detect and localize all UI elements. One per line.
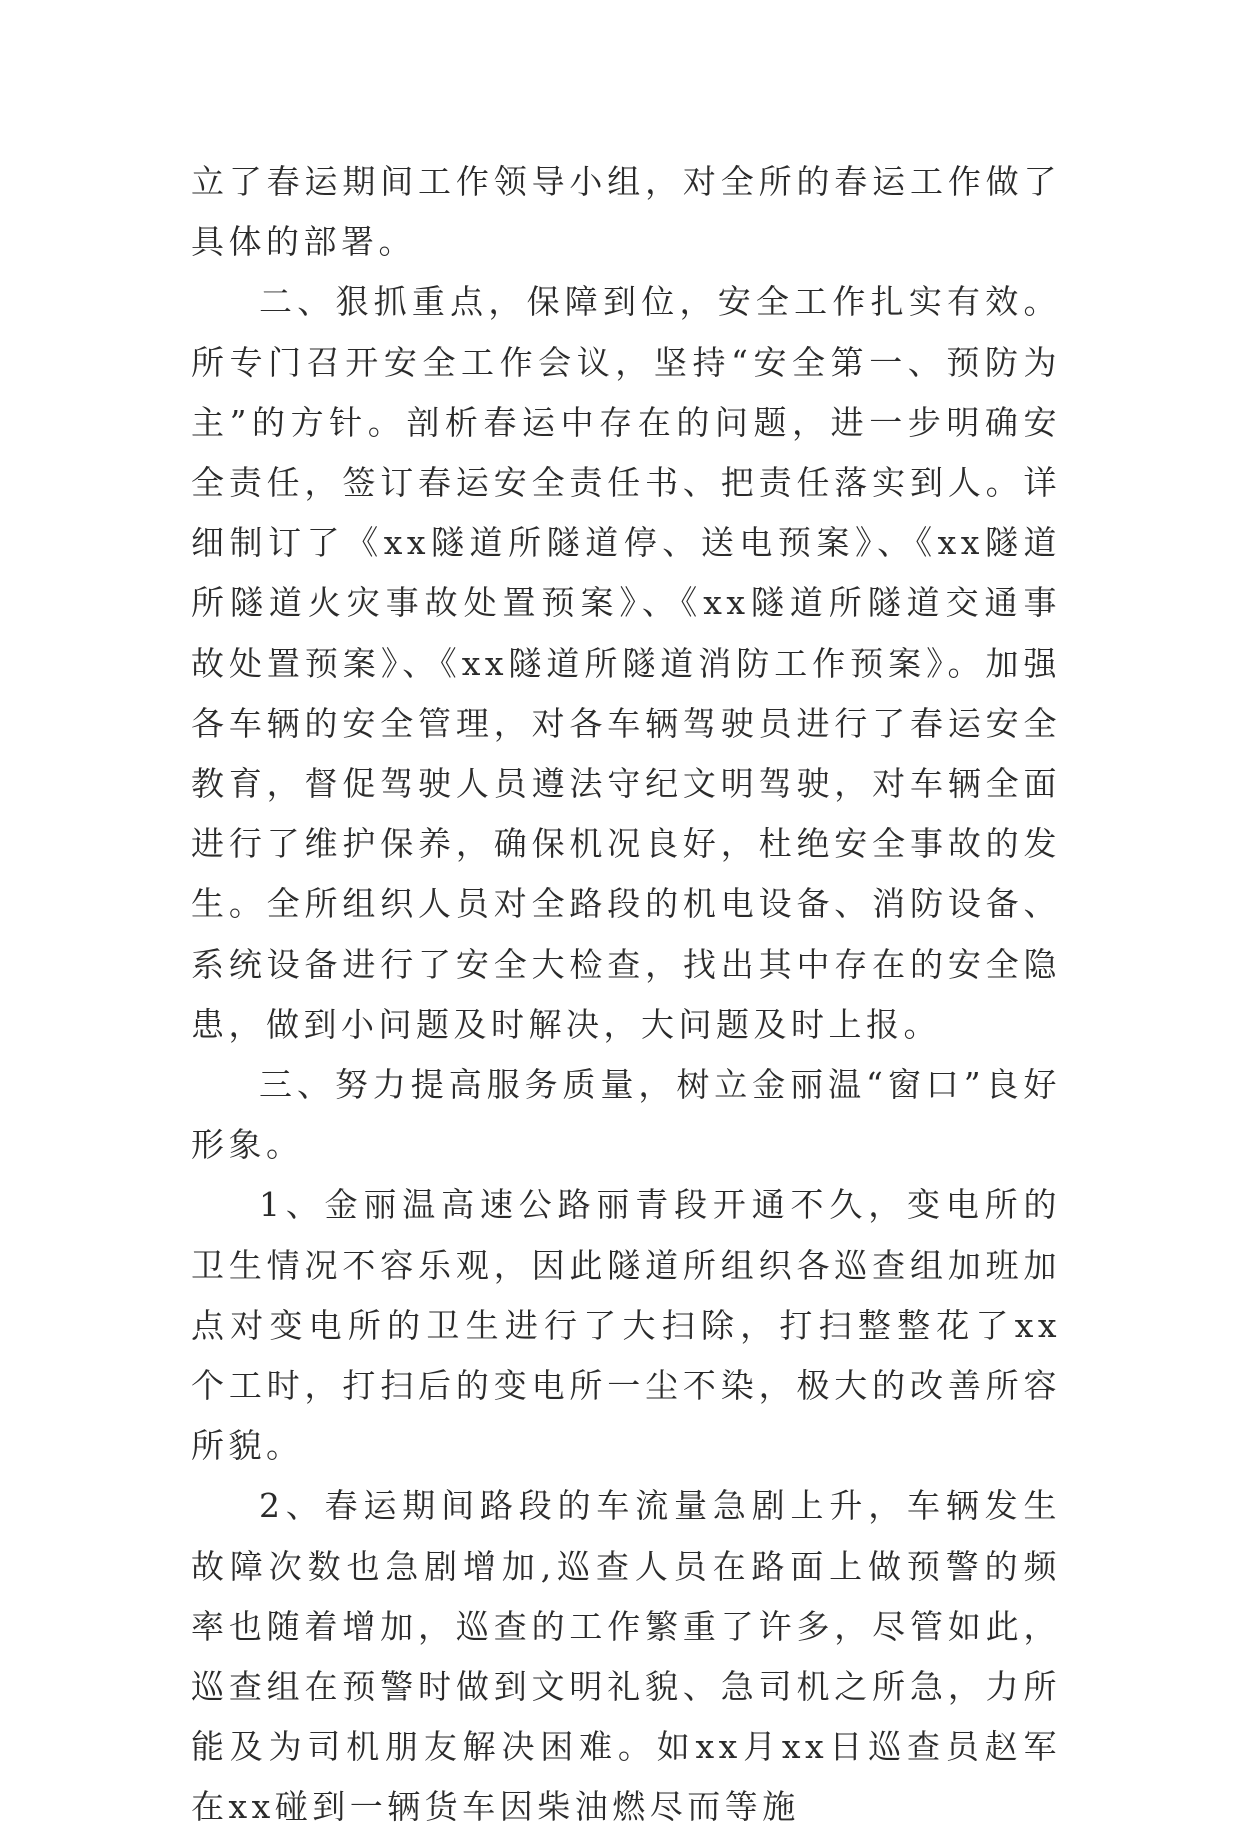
paragraph-service-quality-heading: 三、努力提高服务质量，树立金丽温“窗口”良好形象。 bbox=[191, 1065, 1061, 1165]
paragraph-substation-cleaning: 1、金丽温高速公路丽青段开通不久，变电所的卫生情况不容乐观，因此隧道所组织各巡查组加班加点对变电所的卫生进行了大扫除，打扫整整花了xx个工时，打扫后的变电所一尘不染，极大的改善所容所貌。 bbox=[191, 1185, 1061, 1466]
paragraph-safety-work: 二、狠抓重点，保障到位，安全工作扎实有效。 所专门召开安全工作会议，坚持“安全第一、预防为主”的方针。剖析春运中存在的问题，进一步明确安全责任，签订春运安全责任书、把责任落实到人。详细制订了《xx隧道所隧道停、送电预案》、《xx隧道所隧道火灾事故处置预案》、《xx隧道所隧道交通事故处置预案》、《xx隧道所隧道消防工作预案》。加强各车辆的安全管理，对各车辆驾驶员进行了春运安全教育，督促驾驶人员遵法守纪文明驾驶，对车辆全面进行了维护保养，确保机况良好，杜绝安全事故的发生。全所组织人员对全路段的机电设备、消防设备、系统设备进行了安全大检查，找出其中存在的安全隐患，做到小问题及时解决，大问题及时上报。 bbox=[191, 282, 1061, 1044]
document-body bbox=[191, 152, 1061, 1838]
paragraph-patrol-warning: 2、春运期间路段的车流量急剧上升，车辆发生故障次数也急剧增加,巡查人员在路面上做预警的频率也随着增加，巡查的工作繁重了许多，尽管如此，巡查组在预警时做到文明礼貌、急司机之所急，力所能及为司机朋友解决困难。如xx月xx日巡查员赵军在xx碰到一辆货车因柴油燃尽而等施 bbox=[191, 1486, 1061, 1827]
paragraph-leadership-group: 立了春运期间工作领导小组，对全所的春运工作做了具体的部署。 bbox=[191, 162, 1061, 262]
